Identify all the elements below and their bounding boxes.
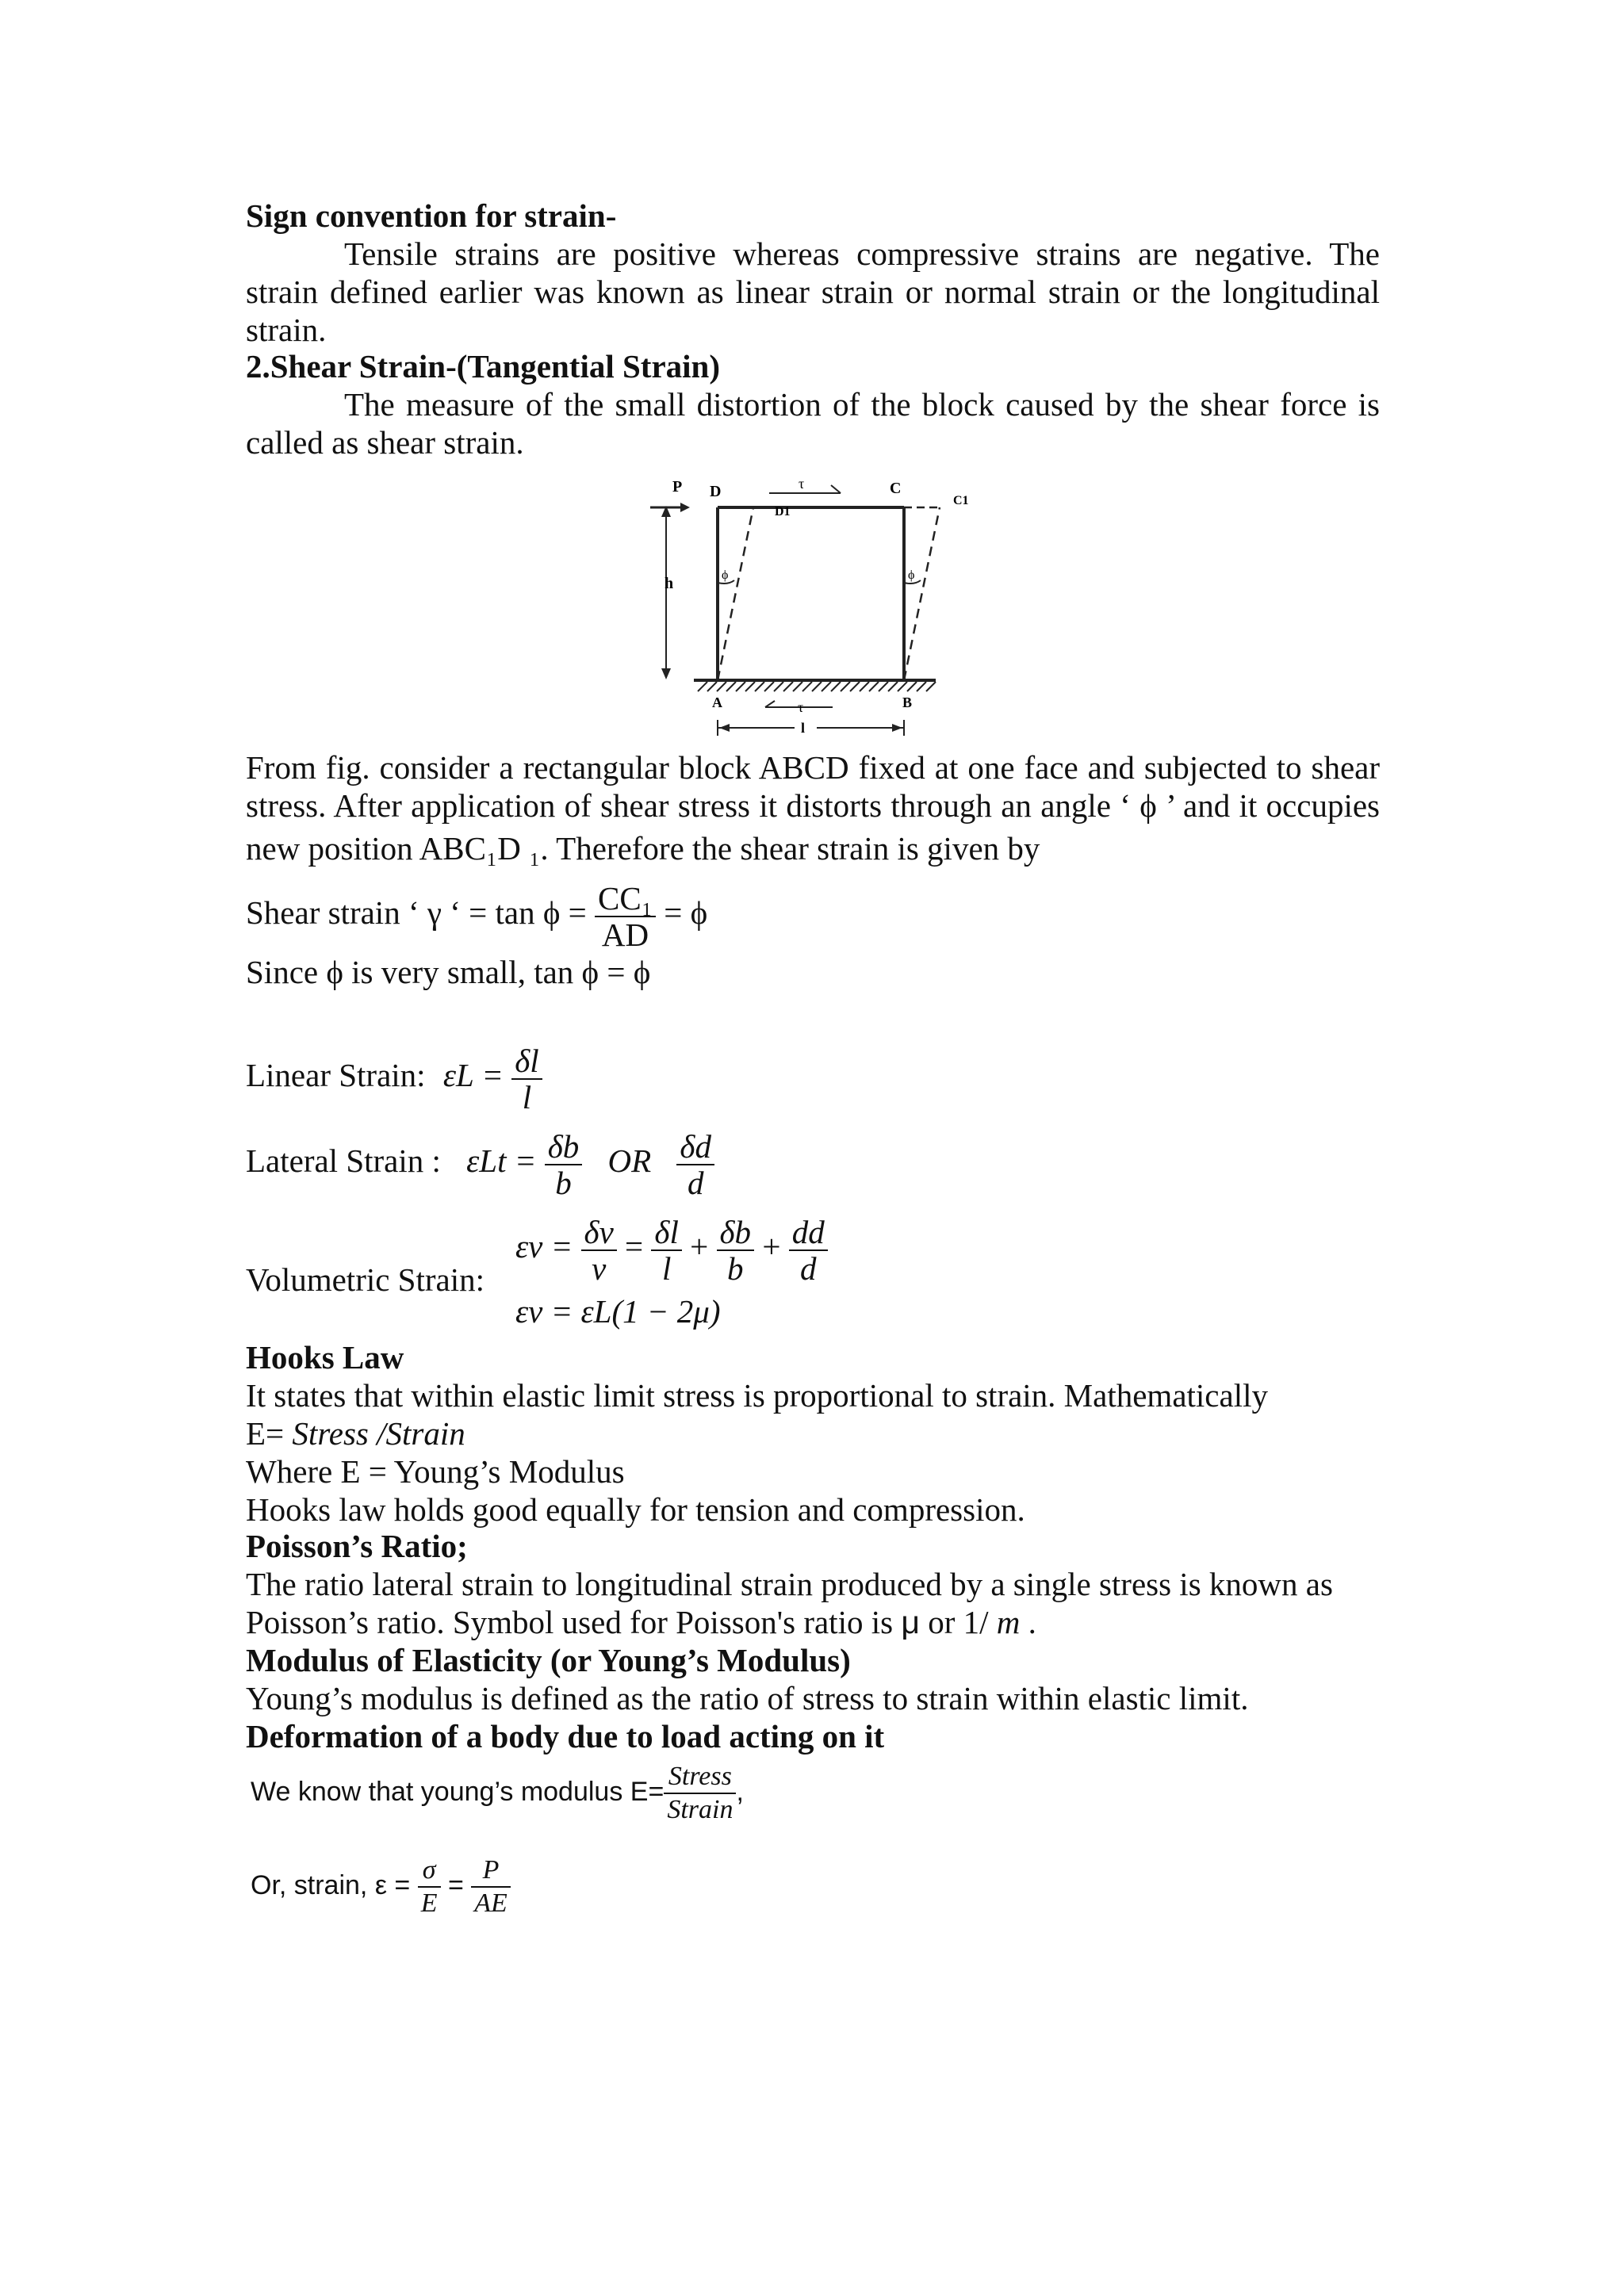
figure-label-h: h (665, 575, 674, 592)
poisson-line-2 (246, 1603, 1036, 1641)
figure-label-l: l (801, 720, 806, 736)
volumetric-strain-label: Volumetric Strain: (246, 1261, 485, 1298)
poisson-line-2-mid: or 1/ (919, 1604, 997, 1640)
shear-heading: 2.Shear Strain-(Tangential Strain) (246, 348, 720, 385)
explain-line-1: From fig. consider a rectangular block ABCD fixed at one face and subjected to shear (246, 749, 1380, 786)
poisson-line-1: The ratio lateral strain to longitudinal strain produced by a single stress is known as (246, 1566, 1333, 1602)
linear-strain-label: Linear Strain: (246, 1057, 426, 1093)
hooks-line-3: Where E = Young’s Modulus (246, 1453, 625, 1490)
figure-label-p: P (672, 478, 683, 496)
poisson-heading: Poisson’s Ratio; (246, 1528, 468, 1564)
volumetric-n2: δl (651, 1215, 681, 1251)
linear-strain-numerator: δl (511, 1043, 542, 1080)
hooks-stress-strain: Stress /Strain (292, 1415, 465, 1452)
shear-formula-label: Shear strain ‘ γ ‘ = tan ϕ = (246, 894, 587, 931)
volumetric-n4: dd (789, 1215, 828, 1251)
young-tail: , (736, 1777, 744, 1807)
young-numerator: Stress (664, 1761, 736, 1794)
poisson-line-2-end: . (1020, 1604, 1036, 1640)
linear-strain-row (246, 1035, 542, 1115)
lateral-strain-num-2: δd (676, 1129, 714, 1165)
sign-convention-line-3: strain. (246, 312, 327, 348)
figure-label-c1: C1 (953, 494, 969, 507)
young-denominator: Strain (667, 1795, 733, 1825)
deformation-heading: Deformation of a body due to load acting on it (246, 1718, 885, 1755)
volumetric-strain-eq-2: εv = εL(1 − 2μ) (515, 1293, 721, 1330)
figure-label-b: B (902, 695, 913, 710)
modulus-line-1: Young’s modulus is defined as the ratio of stress to strain within elastic limit. (246, 1680, 1249, 1716)
volumetric-n1: δv (581, 1215, 617, 1251)
lateral-strain-den-2: d (687, 1164, 704, 1201)
figure-label-phi-right: ϕ (908, 568, 915, 582)
shear-formula-numerator: CC₁ (595, 881, 656, 917)
volumetric-d3: b (727, 1249, 744, 1287)
volumetric-plus-2: + (762, 1228, 781, 1265)
poisson-mu: μ (901, 1604, 920, 1640)
strain-eq: = (447, 1870, 464, 1900)
hooks-e-prefix: E= (246, 1415, 293, 1452)
volumetric-n3: δb (717, 1215, 755, 1251)
lateral-strain-label: Lateral Strain : (246, 1142, 441, 1179)
hooks-line-2 (246, 1414, 465, 1452)
volumetric-strain-eq-1 (515, 1207, 828, 1286)
linear-strain-denominator: l (522, 1078, 532, 1115)
figure-label-a: A (712, 695, 722, 710)
lateral-strain-or: OR (607, 1142, 652, 1179)
modulus-heading: Modulus of Elasticity (or Young’s Modulus) (246, 1642, 851, 1678)
young-modulus-formula (251, 1752, 744, 1831)
strain-num-2: P (471, 1854, 511, 1888)
young-prefix: We know that young’s modulus E= (251, 1777, 665, 1807)
since-line: Since ϕ is very small, tan ϕ = ϕ (246, 954, 651, 990)
strain-num-1: σ (418, 1854, 441, 1888)
shear-strain-formula (246, 869, 707, 956)
volumetric-lhs: εv = (515, 1228, 573, 1265)
poisson-line-2-prefix: Poisson’s ratio. Symbol used for Poisson's ratio is (246, 1604, 902, 1640)
shear-formula-denominator: AD (601, 916, 649, 953)
strain-den-2: AE (474, 1888, 508, 1919)
volumetric-d1: v (592, 1249, 607, 1287)
shear-line-1: The measure of the small distortion of the block caused by the shear force is (344, 386, 1380, 423)
volumetric-plus-1: + (690, 1228, 709, 1265)
figure-label-d1: D1 (775, 505, 791, 519)
volumetric-d4: d (799, 1249, 817, 1287)
lateral-strain-den-1: b (555, 1164, 572, 1201)
volumetric-d2: l (661, 1249, 672, 1287)
strain-den-1: E (420, 1888, 438, 1919)
sign-convention-heading: Sign convention for strain- (246, 197, 617, 234)
strain-formula (251, 1846, 511, 1925)
hooks-heading: Hooks Law (246, 1339, 404, 1376)
figure-label-c: C (890, 480, 902, 497)
sign-convention-line-1: Tensile strains are positive whereas compressive strains are negative. The (344, 235, 1380, 272)
figure-label-d: D (710, 483, 722, 500)
hooks-line-4: Hooks law holds good equally for tension and compression. (246, 1491, 1025, 1528)
explain-line-3: new position ABC₁D ₁. Therefore the shear strain is given by (246, 830, 1040, 867)
strain-prefix: Or, strain, ε = (251, 1870, 411, 1900)
lateral-strain-lhs: εLt = (466, 1142, 537, 1179)
lateral-strain-row (246, 1121, 714, 1200)
poisson-m: m (996, 1604, 1021, 1640)
linear-strain-lhs: εL = (442, 1057, 504, 1093)
explain-line-2: stress. After application of shear stress it distorts through an angle ‘ ϕ ’ and it occupies (246, 787, 1380, 824)
shear-line-2: called as shear strain. (246, 424, 524, 461)
shear-block-figure (642, 476, 991, 745)
figure-label-phi-left: ϕ (722, 568, 729, 582)
shear-formula-tail: = ϕ (664, 894, 708, 931)
volumetric-eq: = (625, 1228, 644, 1265)
figure-label-tau-top: τ (799, 476, 805, 492)
lateral-strain-num-1: δb (545, 1129, 583, 1165)
figure-label-tau-bottom: τ (798, 699, 804, 715)
sign-convention-line-2: strain defined earlier was known as linear strain or normal strain or the longitudinal (246, 274, 1380, 310)
hooks-line-1: It states that within elastic limit stress is proportional to strain. Mathematically (246, 1377, 1268, 1414)
